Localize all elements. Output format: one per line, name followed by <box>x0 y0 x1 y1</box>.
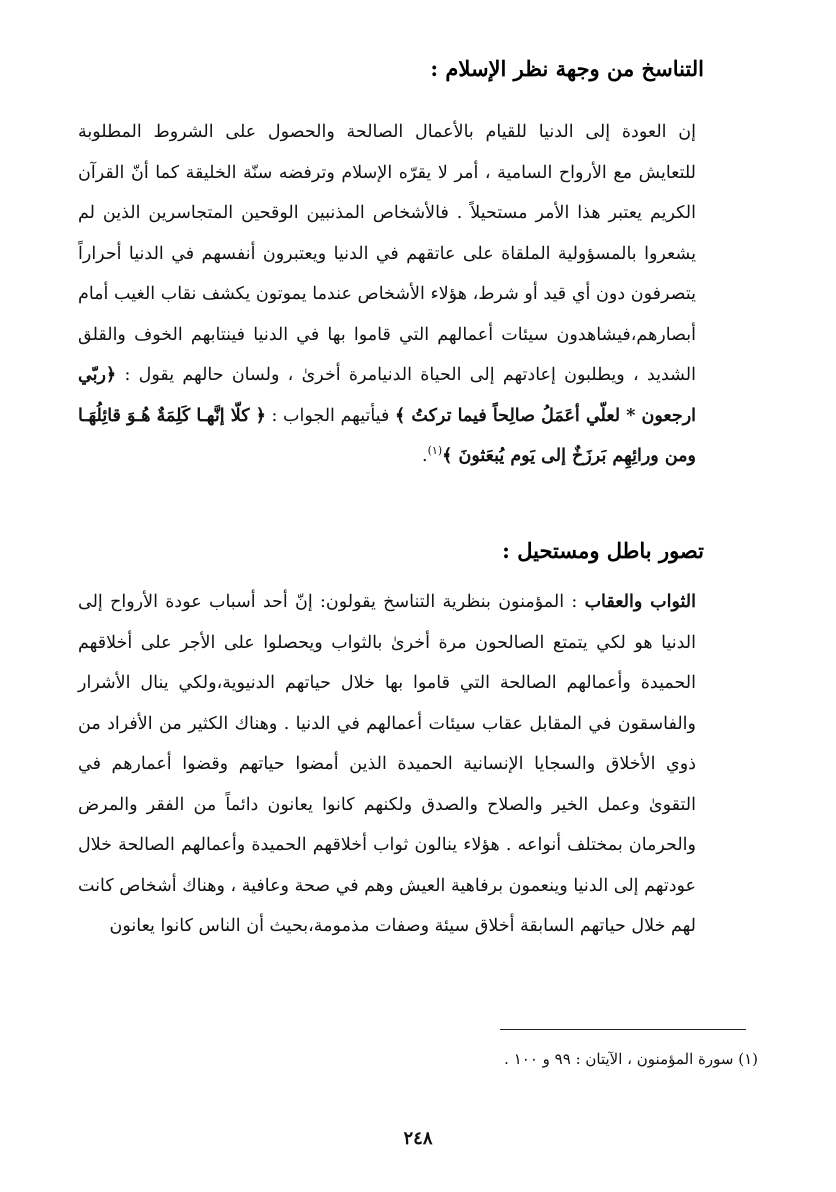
section-heading-reincarnation-islam: التناسخ من وجهة نظر الإسلام : <box>430 56 704 81</box>
paragraph-islam-view <box>78 112 696 477</box>
paragraph-reward-punishment <box>78 582 696 947</box>
footnote-reference: (١) <box>427 444 443 458</box>
paragraph-text: إن العودة إلى الدنيا للقيام بالأعمال الصالحة والحصول على الشروط المطلوبة للتعايش مع الأرواح السامية ، أمر لا يقرّه الإسلام وترفضه سنّة الخليقة كما أنّ القرآن الكريم يعتبر هذا الأمر مستحيلاً . فالأشخاص المذنبين الوقحين المتجاسرين الذين لم يشعروا بالمسؤولية الملقاة على عاتقهم في الدنيا ويعتبرون أنفسهم في الدنيا أحراراً يتصرفون دون أي قيد أو شرط، هؤلاء الأشخاص عندما يموتون يكشف نقاب الغيب أمام أبصارهم،فيشاهدون سيئات أعمالهم التي قاموا بها في الدنيا فينتابهم الخوف والقلق الشديد ، ويطلبون إعادتهم إلى الحياة الدنيامرة أخرىٰ ، ولسان حالهم يقول : <box>78 122 696 385</box>
paragraph-text: . <box>422 446 428 466</box>
quran-verse-2: ﴿ كلّا إنَّهـا كَلِمَةٌ هُـوَ قائِلُهَـا ومن ورائِهِم بَرزَخٌ إلى يَوم يُبعَثونَ ﴾ <box>78 405 696 466</box>
footnote-divider <box>500 1029 746 1030</box>
section-heading-false-concept: تصور باطل ومستحيل : <box>502 538 704 563</box>
quran-verse-1: ﴿ربّي ارجعون * لعلّي أعَمَلُ صالِحاً فيما تركتُ ﴾ <box>78 365 697 426</box>
paragraph-lead-term: الثواب والعقاب <box>584 592 696 612</box>
paragraph-text: فيأتيهم الجواب : <box>265 405 395 426</box>
page-number: ٢٤٨ <box>403 1128 433 1149</box>
paragraph-text: : المؤمنون بنظرية التناسخ يقولون: إنّ أحد أسباب عودة الأرواح إلى الدنيا هو لكي يتمتع الصالحون مرة أخرىٰ بالثواب ويحصلوا على الأجر على أخلاقهم الحميدة وأعمالهم الصالحة التي قاموا بها خلال حياتهم الدنيوية،ولكي ينال الأشرار والفاسقون في المقابل عقاب سيئات أعمالهم في الدنيا . وهناك الكثير من الأفراد من ذوي الأخلاق والسجايا الإنسانية الحميدة الذين أمضوا حياتهم وقضوا أعمارهم في التقوىٰ وعمل الخير والصلاح والصدق ولكنهم كانوا يعانون دائماً من الفقر والمرض والحرمان بمختلف أنواعه . هؤلاء ينالون ثواب أخلاقهم الحميدة وأعمالهم الصالحة خلال عودتهم إلى الدنيا وينعمون برفاهية العيش وهم في صحة وعافية ، وهناك أشخاص كانت لهم خلال حياتهم السابقة أخلاق سيئة وصفات مذمومة،بحيث أن الناس كانوا يعانون <box>78 592 696 936</box>
footnote: (١) سورة المؤمنون ، الآيتان : ٩٩ و ١٠٠ . <box>504 1050 758 1068</box>
